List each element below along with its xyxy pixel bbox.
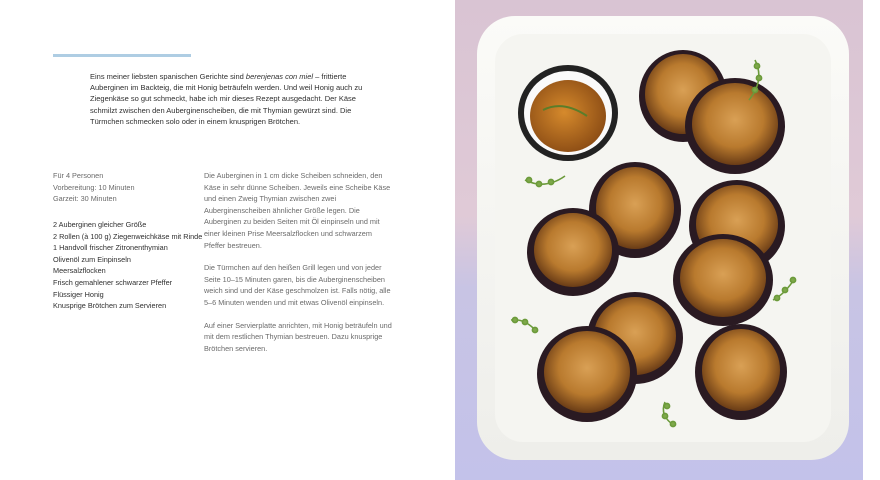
intro-text-2: – frittierte Auberginen im Backteig, die mit Honig beträufeln werden. Und weil Honig auch zu Ziegenkäse so gut schmeckt, habe ich mir dieses Rezept ausgedacht. Der Käse schmilzt zwischen den Auberginenscheiben, die mit Thymian gewürzt sind. Die Türmchen schmecken solo oder in einem knusprigen Brötchen.	[90, 72, 363, 126]
grilled-eggplant-goat-cheese-towers-icon	[455, 0, 863, 480]
ingredient-item: Frisch gemahlener schwarzer Pfeffer	[53, 277, 173, 287]
recipe-meta	[53, 170, 203, 205]
ingredient-list	[53, 219, 203, 312]
step-paragraph: Auf einer Servierplatte anrichten, mit Honig beträufeln und mit dem restlichen Thymian bestreuen. Dazu knusprige Brötchen servieren.	[204, 320, 392, 353]
ingredient-item: Meersalzflocken	[53, 266, 106, 276]
accent-rule	[53, 54, 191, 57]
page-edge	[863, 0, 880, 480]
intro-dish-name: berenjenas con miel	[245, 72, 314, 81]
ingredient-item: Olivenöl zum Einpinseln	[53, 254, 131, 264]
honey-bowl-icon	[518, 65, 618, 161]
photo-page	[455, 0, 863, 480]
intro-paragraph	[90, 71, 370, 127]
recipe-intro	[90, 71, 370, 127]
ingredient-item: 1 Handvoll frischer Zitronenthymian	[53, 243, 168, 253]
ingredient-item: Flüssiger Honig	[53, 289, 104, 299]
ingredient-item: 2 Rollen (à 100 g) Ziegenweichkäse mit Rinde	[53, 231, 203, 241]
intro-text-1: Eins meiner liebsten spanischen Gerichte sind	[90, 72, 246, 81]
cook-time: Garzeit: 30 Minuten	[53, 194, 117, 204]
step-paragraph: Die Türmchen auf den heißen Grill legen und von jeder Seite 10–15 Minuten garen, bis die Auberginenscheiben weich sind und der Käse geschmolzen ist. Falls nötig, alle 5–6 Minuten wenden und mit etwas Olivenöl einpinseln.	[204, 263, 391, 307]
ingredient-item: 2 Auberginen gleicher Größe	[53, 220, 147, 229]
recipe-steps	[204, 170, 394, 365]
servings: Für 4 Personen	[53, 171, 104, 180]
step-paragraph: Die Auberginen in 1 cm dicke Scheiben schneiden, den Käse in sehr dünne Scheiben. Jeweils eine Scheibe Käse und einen Zweig Thymian zwischen zwei Auberginenscheiben ähnlicher Größe legen. Die Auberginen zu beiden Seiten mit Öl einpinseln und mit einer kleinen Prise Meersalzflocken und schwarzem Pfeffer bestreuen.	[204, 171, 391, 250]
ingredient-item: Knusprige Brötchen zum Servieren	[53, 301, 167, 311]
prep-time: Vorbereitung: 10 Minuten	[53, 182, 135, 192]
